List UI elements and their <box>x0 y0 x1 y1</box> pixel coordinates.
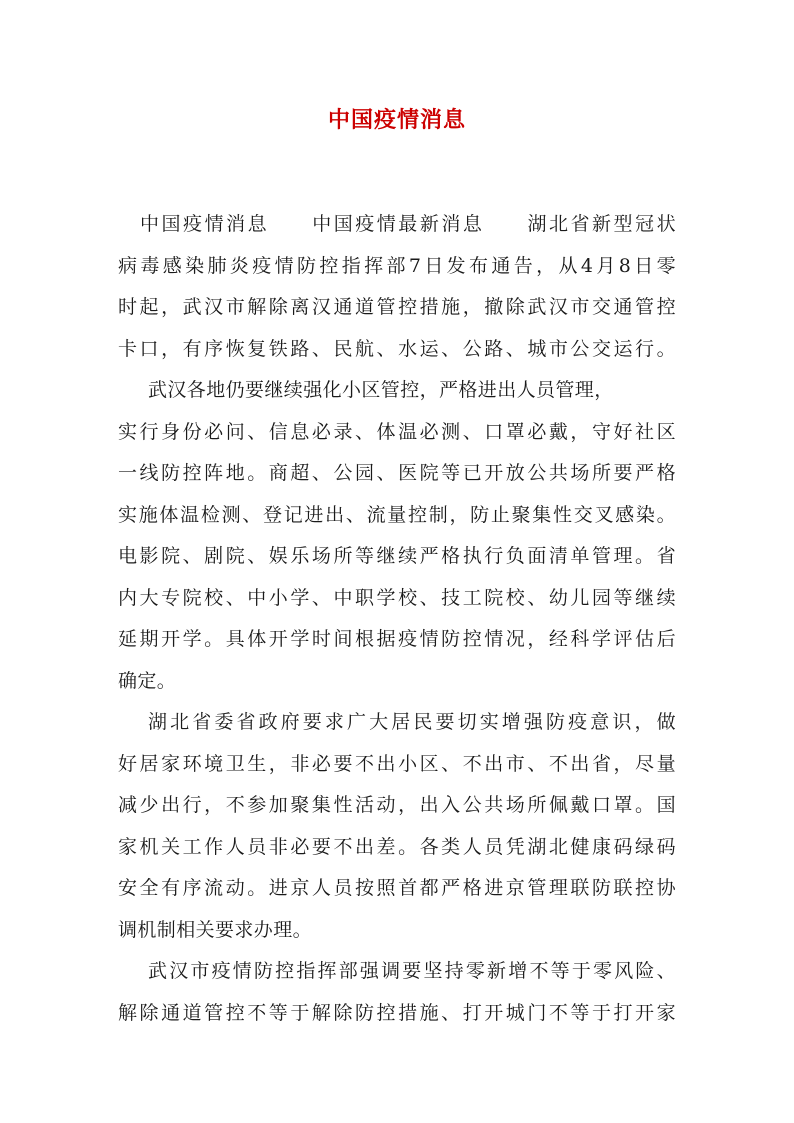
body-line: 中国疫情消息 中国疫情最新消息 湖北省新型冠状 <box>140 213 676 235</box>
document-title: 中国疫情消息 <box>327 107 466 133</box>
body-line: 湖北省委省政府要求广大居民要切实增强防疫意识，做 <box>148 711 676 733</box>
body-line: 确定。 <box>118 669 177 692</box>
body-line: 延期开学。具体开学时间根据疫情防控情况，经科学评估后 <box>118 628 676 650</box>
body-line: 时起，武汉市解除离汉通道管控措施，撤除武汉市交通管控 <box>118 296 676 318</box>
body-line: 武汉各地仍要继续强化小区管控，严格进出人员管理， <box>148 379 614 401</box>
body-line: 调机制相关要求办理。 <box>118 918 313 941</box>
body-line: 电影院、剧院、娱乐场所等继续严格执行负面清单管理。省 <box>118 545 676 567</box>
body-line: 一线防控阵地。商超、公园、医院等已开放公共场所要严格 <box>118 462 676 484</box>
body-line: 实施体温检测、登记进出、流量控制，防止聚集性交叉感染。 <box>118 503 676 526</box>
body-line: 病毒感染肺炎疫情防控指挥部7日发布通告，从4月8日零 <box>118 254 676 277</box>
body-line: 解除通道管控不等于解除防控措施、打开城门不等于打开家 <box>118 1001 676 1024</box>
body-line: 内大专院校、中小学、中职学校、技工院校、幼儿园等继续 <box>118 586 676 609</box>
body-line: 好居家环境卫生，非必要不出小区、不出市、不出省，尽量 <box>118 752 676 775</box>
body-line: 武汉市疫情防控指挥部强调要坚持零新增不等于零风险、 <box>148 960 676 982</box>
document-body <box>118 204 676 1034</box>
body-line: 减少出行，不参加聚集性活动，出入公共场所佩戴口罩。国 <box>118 794 676 816</box>
body-line: 安全有序流动。进京人员按照首都严格进京管理联防联控协 <box>118 877 676 899</box>
body-line: 卡口，有序恢复铁路、民航、水运、公路、城市公交运行。 <box>118 337 676 360</box>
body-line: 实行身份必问、信息必录、体温必测、口罩必戴，守好社区 <box>118 420 676 443</box>
body-line: 家机关工作人员非必要不出差。各类人员凭湖北健康码绿码 <box>118 835 676 858</box>
